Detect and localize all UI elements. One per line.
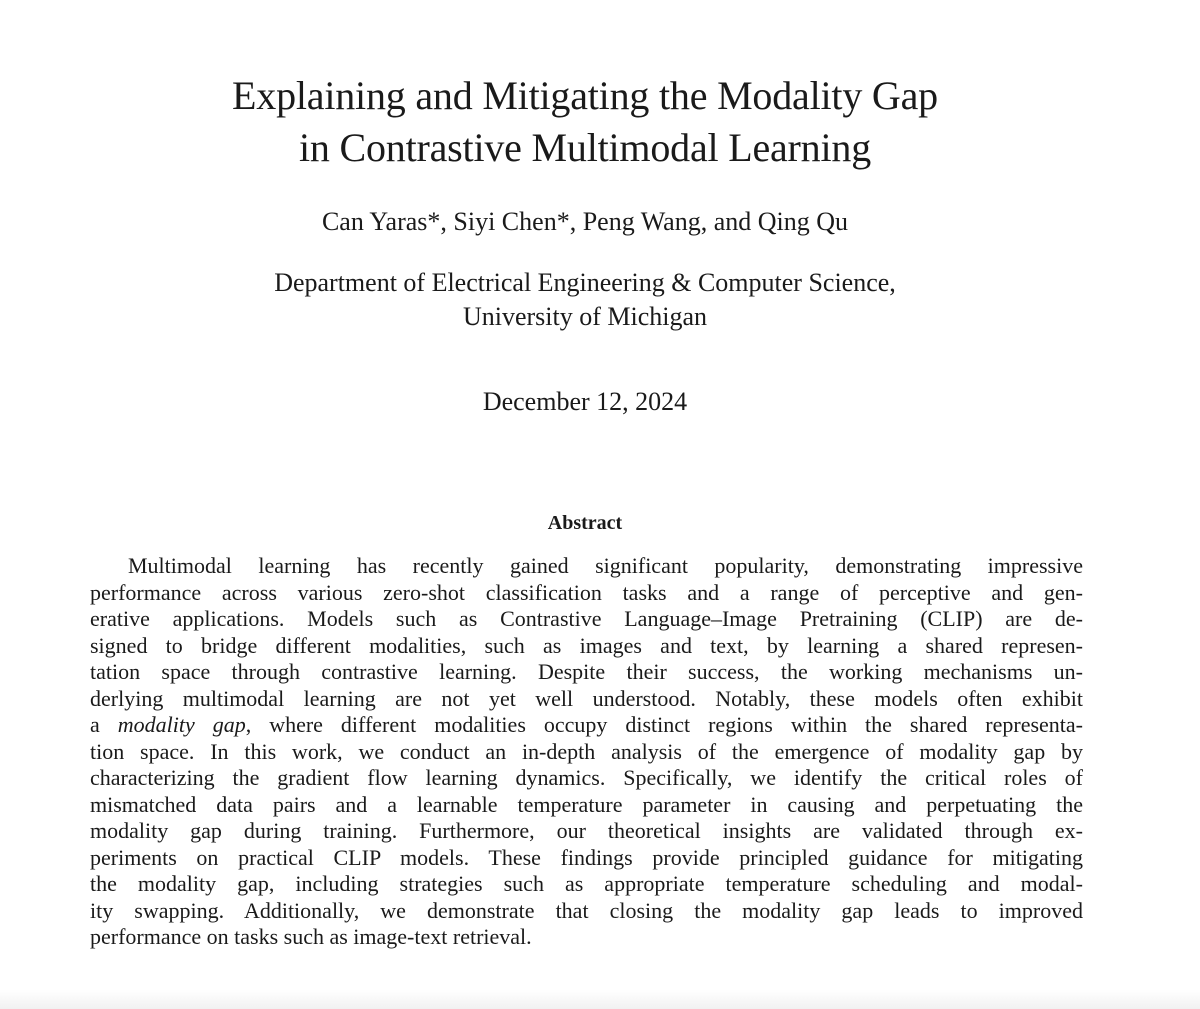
abstract-line: ity swapping. Additionally, we demonstrate that closing the modality gap leads to improved (90, 897, 1083, 923)
abstract-line: mismatched data pairs and a learnable temperature parameter in causing and perpetuating the (90, 791, 1083, 817)
abstract-line: tion space. In this work, we conduct an in-depth analysis of the emergence of modality gap by (90, 738, 1083, 764)
abstract-line: performance across various zero-shot classification tasks and a range of perceptive and gen- (90, 579, 1083, 605)
paper-title-line-2: in Contrastive Multimodal Learning (299, 125, 871, 170)
abstract-body (90, 553, 1083, 951)
abstract-line: erative applications. Models such as Contrastive Language–Image Pretraining (CLIP) are de- (90, 606, 1083, 631)
affiliation-line-2: University of Michigan (462, 302, 708, 331)
abstract-line: periments on practical CLIP models. These findings provide principled guidance for mitigating (90, 844, 1083, 870)
affiliation (0, 266, 1170, 334)
author-list: Can Yaras*, Siyi Chen*, Peng Wang, and Qing Qu (321, 207, 849, 236)
abstract-text: a (90, 712, 100, 737)
abstract-heading: Abstract (547, 512, 623, 534)
abstract-line: tation space through contrastive learning. Despite their success, the working mechanisms un- (90, 659, 1083, 684)
abstract-text: , where different modalities occupy distinct regions within the shared representa- (245, 712, 1084, 737)
page-bottom-edge (0, 990, 1200, 1009)
abstract-line: derlying multimodal learning are not yet well understood. Notably, these models often exhibit (90, 685, 1083, 711)
abstract-line: performance on tasks such as image-text retrieval. (90, 924, 532, 949)
paper-title-line-1: Explaining and Mitigating the Modality Gap (232, 73, 938, 118)
publication-date: December 12, 2024 (482, 387, 688, 416)
abstract-line: the modality gap, including strategies such as appropriate temperature scheduling and modal- (90, 871, 1083, 896)
abstract-line: characterizing the gradient flow learning dynamics. Specifically, we identify the critical roles of (90, 765, 1083, 790)
abstract-line: Multimodal learning has recently gained significant popularity, demonstrating impressive (128, 553, 1083, 578)
abstract-line: signed to bridge different modalities, such as images and text, by learning a shared represen- (90, 632, 1083, 658)
affiliation-line-1: Department of Electrical Engineering & Computer Science, (274, 268, 896, 297)
emphasized-term: modality gap (117, 712, 246, 737)
abstract-line-with-emphasis (90, 712, 1083, 739)
abstract-line: modality gap during training. Furthermore, our theoretical insights are validated through ex- (90, 818, 1083, 843)
